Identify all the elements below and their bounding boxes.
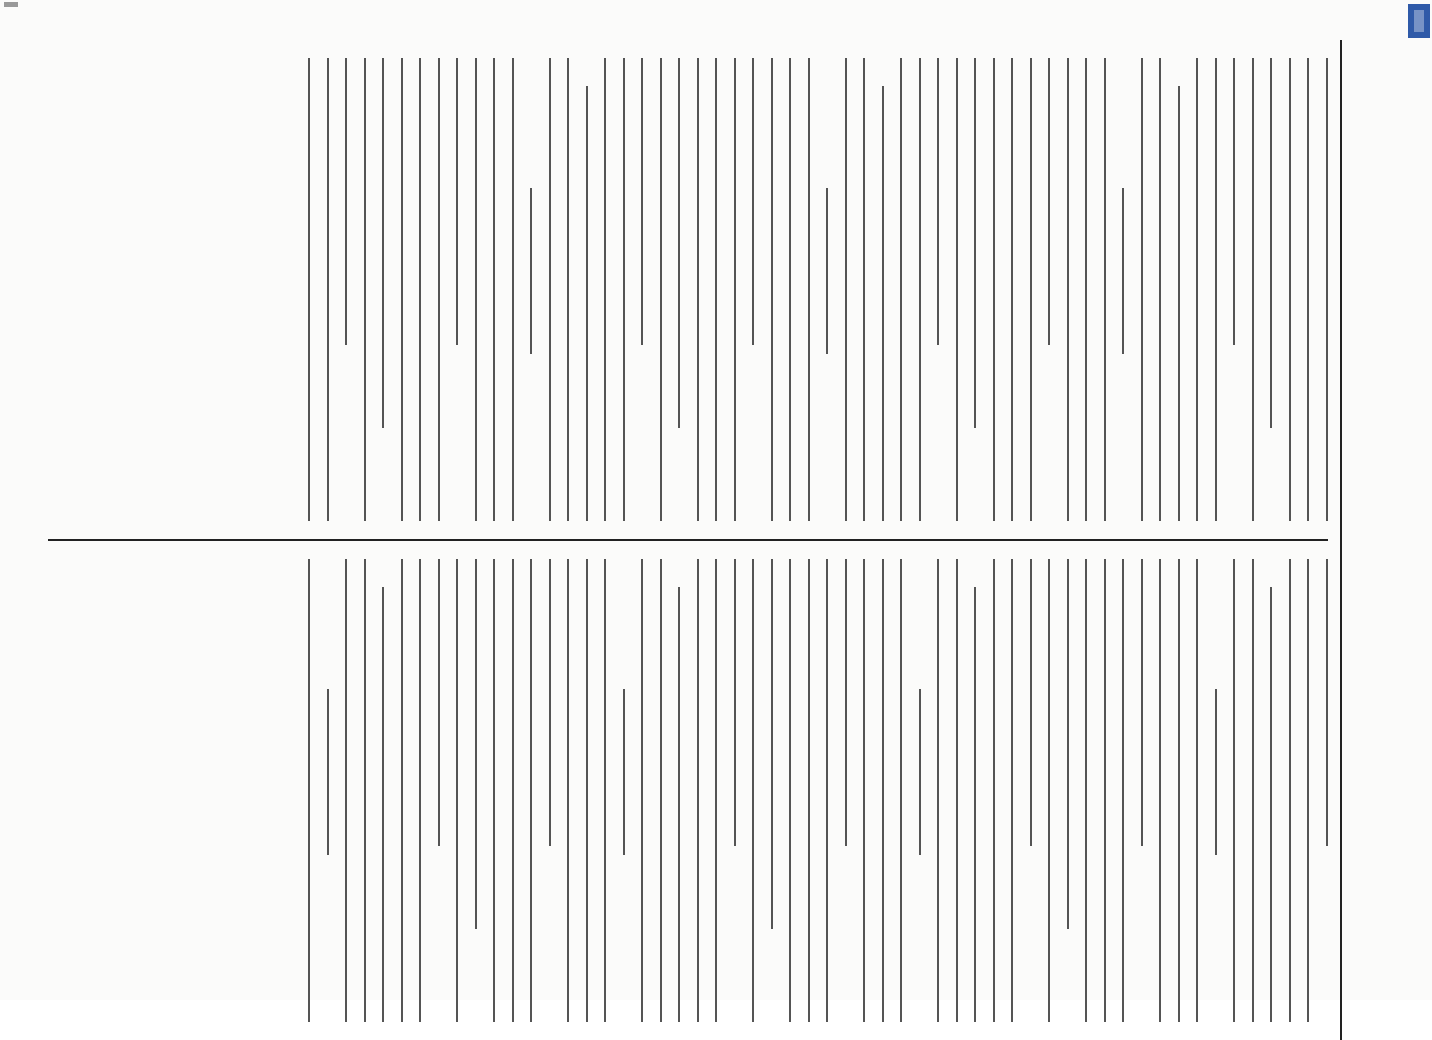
text-line xyxy=(1197,559,1199,1022)
text-line xyxy=(919,689,921,856)
text-line xyxy=(642,58,644,345)
text-line xyxy=(1086,559,1088,1022)
text-line xyxy=(309,559,311,1022)
text-line xyxy=(383,58,385,428)
text-line xyxy=(771,559,773,929)
text-line xyxy=(605,559,607,1022)
text-line xyxy=(753,58,755,345)
text-line xyxy=(1123,559,1125,1022)
text-line xyxy=(401,559,403,1022)
text-line xyxy=(642,559,644,1022)
text-line xyxy=(919,58,921,521)
text-line xyxy=(808,58,810,521)
text-line xyxy=(346,559,348,1022)
text-line xyxy=(383,587,385,1022)
text-line xyxy=(346,58,348,345)
text-line xyxy=(568,58,570,521)
text-line xyxy=(512,559,514,1022)
text-line xyxy=(864,559,866,1022)
text-line xyxy=(882,559,884,1022)
text-line xyxy=(975,587,977,1022)
text-line xyxy=(679,58,681,428)
left-column xyxy=(48,40,1328,539)
text-line xyxy=(1067,559,1069,929)
text-line xyxy=(1271,587,1273,1022)
text-line xyxy=(660,559,662,1022)
text-line xyxy=(901,58,903,521)
text-line xyxy=(1086,58,1088,521)
text-line xyxy=(531,188,533,355)
digitization-credit xyxy=(1410,40,1428,690)
right-column xyxy=(48,539,1328,1040)
text-line xyxy=(1104,559,1106,1022)
text-line xyxy=(1141,58,1143,521)
text-line xyxy=(623,689,625,856)
text-line xyxy=(1289,58,1291,521)
text-line xyxy=(494,58,496,521)
text-line xyxy=(512,58,514,521)
rotated-page xyxy=(28,40,1380,1040)
text-line xyxy=(845,58,847,521)
text-line xyxy=(309,58,311,521)
text-line xyxy=(808,559,810,1022)
text-line xyxy=(327,689,329,856)
text-line xyxy=(938,58,940,345)
text-line xyxy=(901,559,903,1022)
text-line xyxy=(753,559,755,1022)
text-line xyxy=(1308,58,1310,521)
text-line xyxy=(734,58,736,521)
text-line xyxy=(1049,58,1051,345)
text-line xyxy=(1012,559,1014,1022)
text-line xyxy=(827,188,829,355)
text-line xyxy=(327,58,329,521)
text-line xyxy=(457,58,459,345)
text-line xyxy=(790,559,792,1022)
text-line xyxy=(1234,58,1236,345)
text-line xyxy=(1141,559,1143,846)
text-line xyxy=(1104,58,1106,521)
text-line xyxy=(549,58,551,521)
text-line xyxy=(1160,559,1162,1022)
text-line xyxy=(864,58,866,521)
text-line xyxy=(364,559,366,1022)
text-line xyxy=(1049,559,1051,1022)
text-line xyxy=(420,559,422,1022)
text-line xyxy=(1234,559,1236,1022)
text-line xyxy=(1289,559,1291,1022)
text-line xyxy=(734,559,736,846)
scan-corner-mark xyxy=(4,2,18,7)
text-line xyxy=(697,58,699,521)
text-line xyxy=(1271,58,1273,428)
text-line xyxy=(586,559,588,1022)
text-line xyxy=(475,559,477,929)
text-line xyxy=(438,58,440,521)
text-line xyxy=(1030,559,1032,846)
text-line xyxy=(882,86,884,521)
text-line xyxy=(1326,58,1328,521)
text-line xyxy=(1252,559,1254,1022)
text-line xyxy=(1197,58,1199,521)
page-header xyxy=(1340,40,1380,1040)
text-line xyxy=(438,559,440,846)
text-line xyxy=(568,559,570,1022)
dfg-logo xyxy=(1408,4,1430,38)
text-line xyxy=(1326,559,1328,846)
text-line xyxy=(956,58,958,521)
text-line xyxy=(1178,86,1180,521)
text-line xyxy=(938,559,940,1022)
text-line xyxy=(993,559,995,1022)
text-line xyxy=(1308,559,1310,1022)
text-line xyxy=(1123,188,1125,355)
text-line xyxy=(1215,689,1217,856)
text-line xyxy=(420,58,422,521)
text-line xyxy=(1215,58,1217,521)
text-line xyxy=(549,559,551,846)
text-line xyxy=(457,559,459,1022)
text-line xyxy=(679,587,681,1022)
text-line xyxy=(975,58,977,428)
text-columns xyxy=(48,40,1328,1040)
text-line xyxy=(827,559,829,1022)
text-line xyxy=(956,559,958,1022)
text-line xyxy=(660,58,662,521)
text-line xyxy=(993,58,995,521)
text-line xyxy=(1067,58,1069,521)
text-line xyxy=(697,559,699,1022)
text-line xyxy=(716,58,718,521)
text-line xyxy=(1160,58,1162,521)
text-line xyxy=(790,58,792,521)
text-line xyxy=(475,58,477,521)
text-line xyxy=(531,559,533,1022)
text-line xyxy=(1252,58,1254,521)
text-line xyxy=(494,559,496,1022)
text-line xyxy=(623,58,625,521)
text-line xyxy=(364,58,366,521)
text-line xyxy=(586,86,588,521)
text-line xyxy=(1030,58,1032,521)
text-line xyxy=(771,58,773,521)
text-line xyxy=(605,58,607,521)
text-line xyxy=(845,559,847,846)
text-line xyxy=(401,58,403,521)
text-line xyxy=(716,559,718,1022)
text-line xyxy=(1178,559,1180,1022)
text-line xyxy=(1012,58,1014,521)
